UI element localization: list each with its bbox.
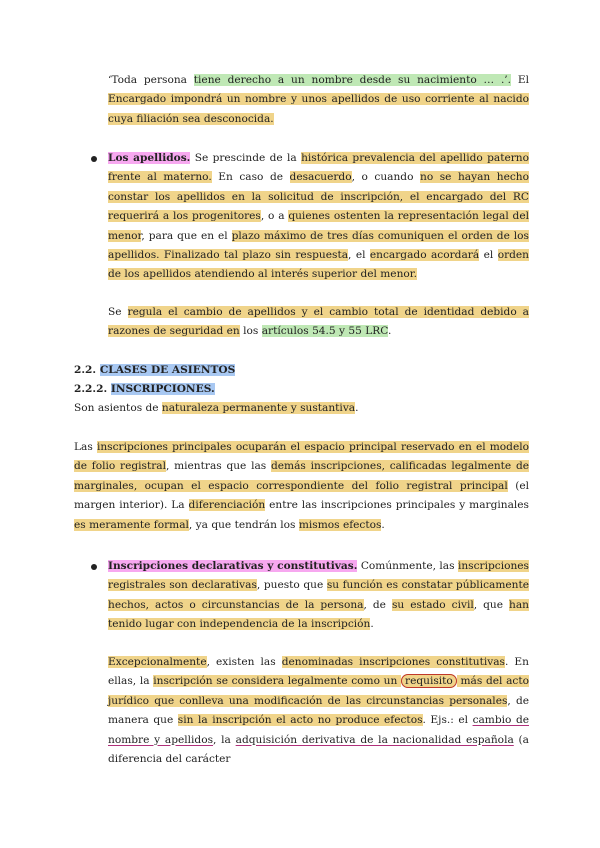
section-title: Inscripciones declarativas y constitutivas. [108, 560, 358, 572]
heading-text: INSCRIPCIONES. [110, 383, 215, 395]
text: Las [74, 441, 97, 453]
text: . [370, 618, 374, 631]
highlight-yellow: su estado civil [391, 598, 474, 611]
highlight-yellow: su función es constatar públicamente hechos, actos o circunstancias de la persona [108, 579, 529, 611]
heading-number: 2.2.2. [74, 383, 111, 395]
constitutivas-paragraph [108, 653, 529, 769]
bullet-icon [91, 156, 97, 162]
highlight-yellow: sin la inscripción el acto no produce efectos [177, 714, 423, 727]
declarativas-paragraph [108, 557, 529, 635]
text: , de manera que [108, 694, 529, 727]
highlight-yellow: no se hayan hecho constar los apellidos en la solicitud de inscripción, el encargado del RC requerirá a los progenitores [108, 171, 529, 223]
text: (a diferencia del carácter [108, 733, 529, 766]
text: El [511, 74, 529, 86]
heading-inscripciones [74, 380, 534, 399]
text: , mientras que las [165, 460, 271, 473]
highlight-yellow: orden de los apellidos atendiendo al interés superior del menor. [108, 249, 530, 281]
highlight-yellow: encargado acordará [369, 249, 480, 262]
underlined-text: cambio de nombre y apellidos [108, 714, 529, 746]
section-title: Los apellidos. [108, 152, 191, 164]
highlight-yellow: más del acto jurídico que conlleva una modificación de las circunstancias personales [108, 675, 529, 707]
inscripciones-paragraph [74, 438, 529, 535]
text: , el [348, 249, 370, 262]
text: (el margen interior). La [74, 479, 529, 512]
text: Son asientos de [74, 402, 162, 414]
highlight-yellow: desacuerdo [289, 171, 352, 184]
highlight-green: tiene derecho a un nombre desde su nacimiento … .’. [193, 74, 512, 86]
highlight-yellow: diferenciación [188, 499, 266, 512]
highlight-yellow: quienes ostenten la representación legal del menor [108, 210, 529, 242]
highlight-yellow: Encargado impondrá un nombre y unos apellidos de uso corriente al nacido cuya filiación sea desconocida. [108, 93, 529, 125]
text: . [387, 325, 392, 338]
highlight-yellow: mismos efectos [298, 518, 382, 531]
heading-clases-asientos [74, 361, 534, 380]
text: ‘Toda persona [108, 74, 194, 86]
highlight-yellow: regula el cambio de apellidos y el cambio total de identidad debido a razones de seguridad en [108, 306, 529, 338]
highlight-yellow: plazo máximo de tres días comuniquen el orden de los apellidos. Finalizado tal plazo sin respuesta [108, 229, 529, 262]
apellidos-paragraph [108, 149, 529, 285]
text: Se [108, 306, 128, 318]
highlight-yellow: es meramente formal [74, 518, 189, 531]
text: los [239, 325, 262, 338]
highlight-yellow: denominadas inscripciones constitutivas [281, 656, 505, 668]
highlight-yellow: demás inscripciones, calificadas legalmente de marginales, ocupan el espacio correspondiente del folio registral principal [74, 460, 529, 492]
highlight-yellow: naturaleza permanente y sustantiva [161, 402, 356, 414]
text: . En ellas, la [108, 656, 529, 688]
asientos-paragraph [74, 399, 534, 418]
heading-text: CLASES DE ASIENTOS [99, 364, 236, 376]
regulation-paragraph [108, 303, 529, 342]
text: , o cuando [351, 171, 420, 184]
text: En caso de [211, 171, 290, 184]
circled-word: requisito [401, 674, 457, 688]
text: , ya que tendrán los [188, 518, 299, 531]
text: , o a [260, 210, 289, 223]
text: , existen las [206, 656, 282, 668]
highlight-yellow: inscripción se considera legalmente como un [153, 675, 401, 688]
text: , puesto que [256, 579, 327, 592]
text: , que [473, 598, 510, 611]
highlight-yellow: han tenido lugar con independencia de la inscripción [108, 598, 529, 631]
underlined-text: adquisición derivativa de la nacionalidad española [235, 733, 514, 746]
text: Comúnmente, las [357, 560, 458, 572]
text: , de [363, 598, 392, 611]
text: . Ejs.: el [422, 714, 473, 727]
highlight-green: artículos 54.5 y 55 LRC [261, 325, 388, 338]
text: , para que en el [141, 229, 232, 242]
highlight-yellow: inscripciones registrales son declarativas [108, 560, 529, 592]
text: el [479, 249, 498, 262]
bullet-icon [91, 564, 97, 570]
quote-paragraph [108, 71, 529, 129]
heading-number: 2.2. [74, 364, 100, 376]
highlight-yellow: Excepcionalmente [108, 656, 207, 668]
text: . [381, 518, 385, 531]
highlight-yellow: histórica prevalencia del apellido paterno frente al materno. [108, 152, 529, 184]
text: Se prescinde de la [190, 152, 302, 164]
text: . [355, 402, 359, 414]
text: entre las inscripciones principales y marginales [265, 499, 529, 512]
highlight-yellow: inscripciones principales ocuparán el espacio principal reservado en el modelo de folio registral [74, 441, 529, 473]
text: , la [213, 733, 236, 746]
